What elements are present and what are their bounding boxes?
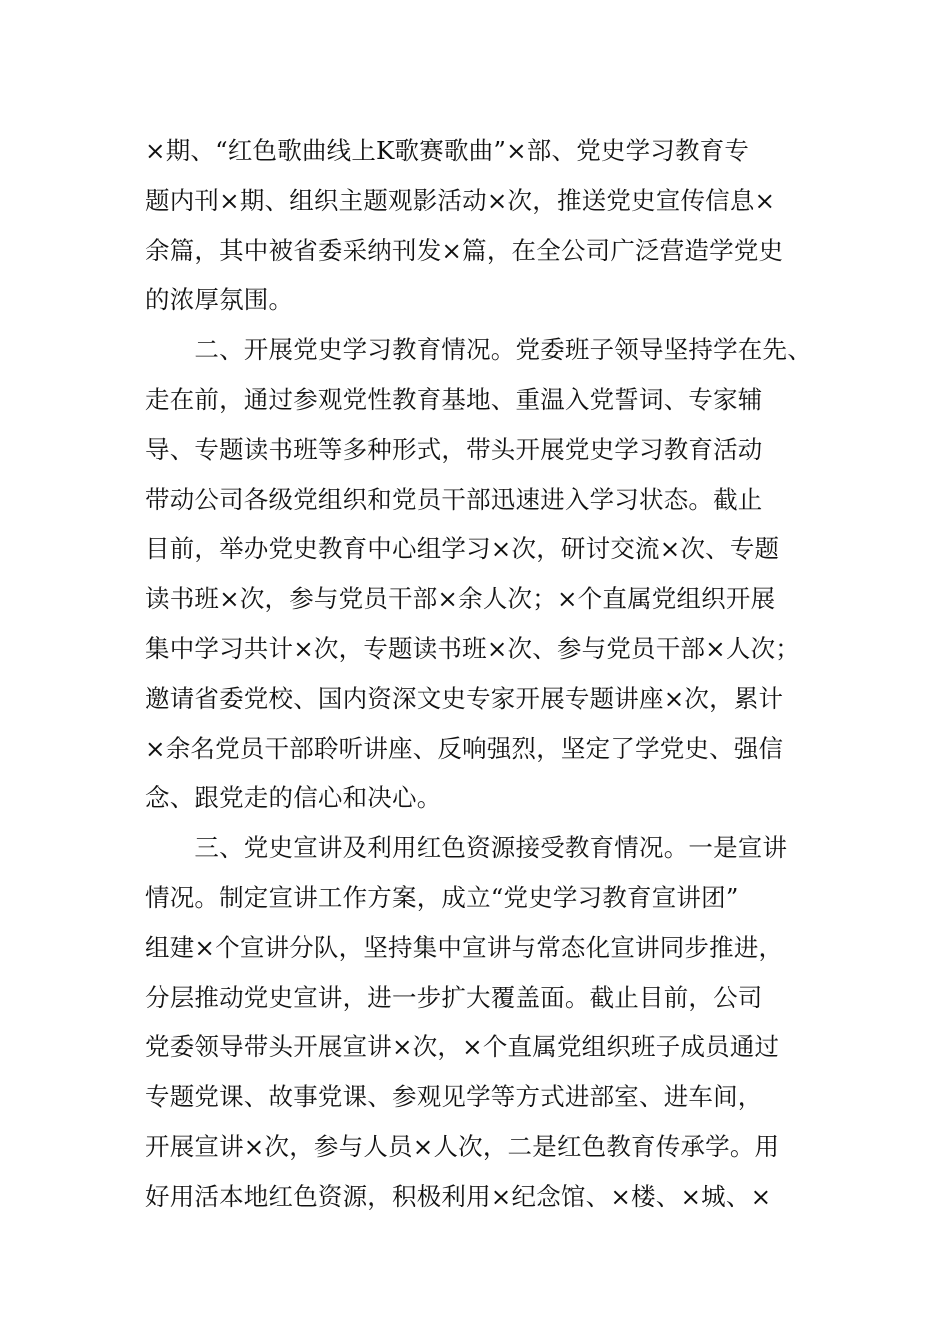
text-line: 带动公司各级党组织和党员干部迅速进入学习状态。截止 bbox=[145, 484, 763, 514]
text-line: 开展宣讲×次，参与人员×人次，二是红色教育传承学。用 bbox=[145, 1131, 780, 1161]
text-line: 余篇，其中被省委采纳刊发×篇，在全公司广泛营造学党史 bbox=[145, 235, 784, 265]
text-line: 念、跟党走的信心和决心。 bbox=[145, 783, 442, 813]
text-line: 走在前，通过参观党性教育基地、重温入党誓词、专家辅 bbox=[145, 384, 763, 414]
text-line: ×期、“红色歌曲线上K歌赛歌曲”×部、党史学习教育专 bbox=[145, 136, 750, 165]
text-line: 的浓厚氛围。 bbox=[145, 285, 294, 315]
text-line: ×余名党员干部聆听讲座、反响强烈，坚定了学党史、强信 bbox=[145, 733, 784, 763]
text-line: 导、专题读书班等多种形式，带头开展党史学习教育活动 bbox=[145, 434, 763, 464]
text-line: 情况。制定宣讲工作方案，成立“党史学习教育宣讲团” bbox=[145, 882, 739, 912]
document-body bbox=[145, 126, 815, 1222]
text-line: 目前，举办党史教育中心组学习×次，研讨交流×次、专题 bbox=[145, 534, 780, 564]
text-line: 邀请省委党校、国内资深文史专家开展专题讲座×次，累计 bbox=[145, 683, 784, 713]
section-two-first-line: 二、开展党史学习教育情况。党委班子领导坚持学在先、 bbox=[145, 335, 812, 365]
text-line: 读书班×次，参与党员干部×余人次；×个直属党组织开展 bbox=[145, 584, 776, 614]
text-line: 组建×个宣讲分队，坚持集中宣讲与常态化宣讲同步推进， bbox=[145, 932, 784, 962]
text-line: 专题党课、故事党课、参观见学等方式进部室、进车间， bbox=[145, 1082, 763, 1112]
text-line: 题内刊×期、组织主题观影活动×次，推送党史宣传信息× bbox=[145, 185, 776, 215]
text-line: 党委领导带头开展宣讲×次，×个直属党组织班子成员通过 bbox=[145, 1032, 780, 1062]
text-line: 分层推动党史宣讲，进一步扩大覆盖面。截止目前，公司 bbox=[145, 982, 763, 1012]
section-three-first-line: 三、党史宣讲及利用红色资源接受教育情况。一是宣讲 bbox=[145, 833, 788, 863]
text-line: 集中学习共计×次，专题读书班×次、参与党员干部×人次； bbox=[145, 633, 800, 663]
text-line: 好用活本地红色资源，积极利用×纪念馆、×楼、×城、× bbox=[145, 1181, 772, 1211]
